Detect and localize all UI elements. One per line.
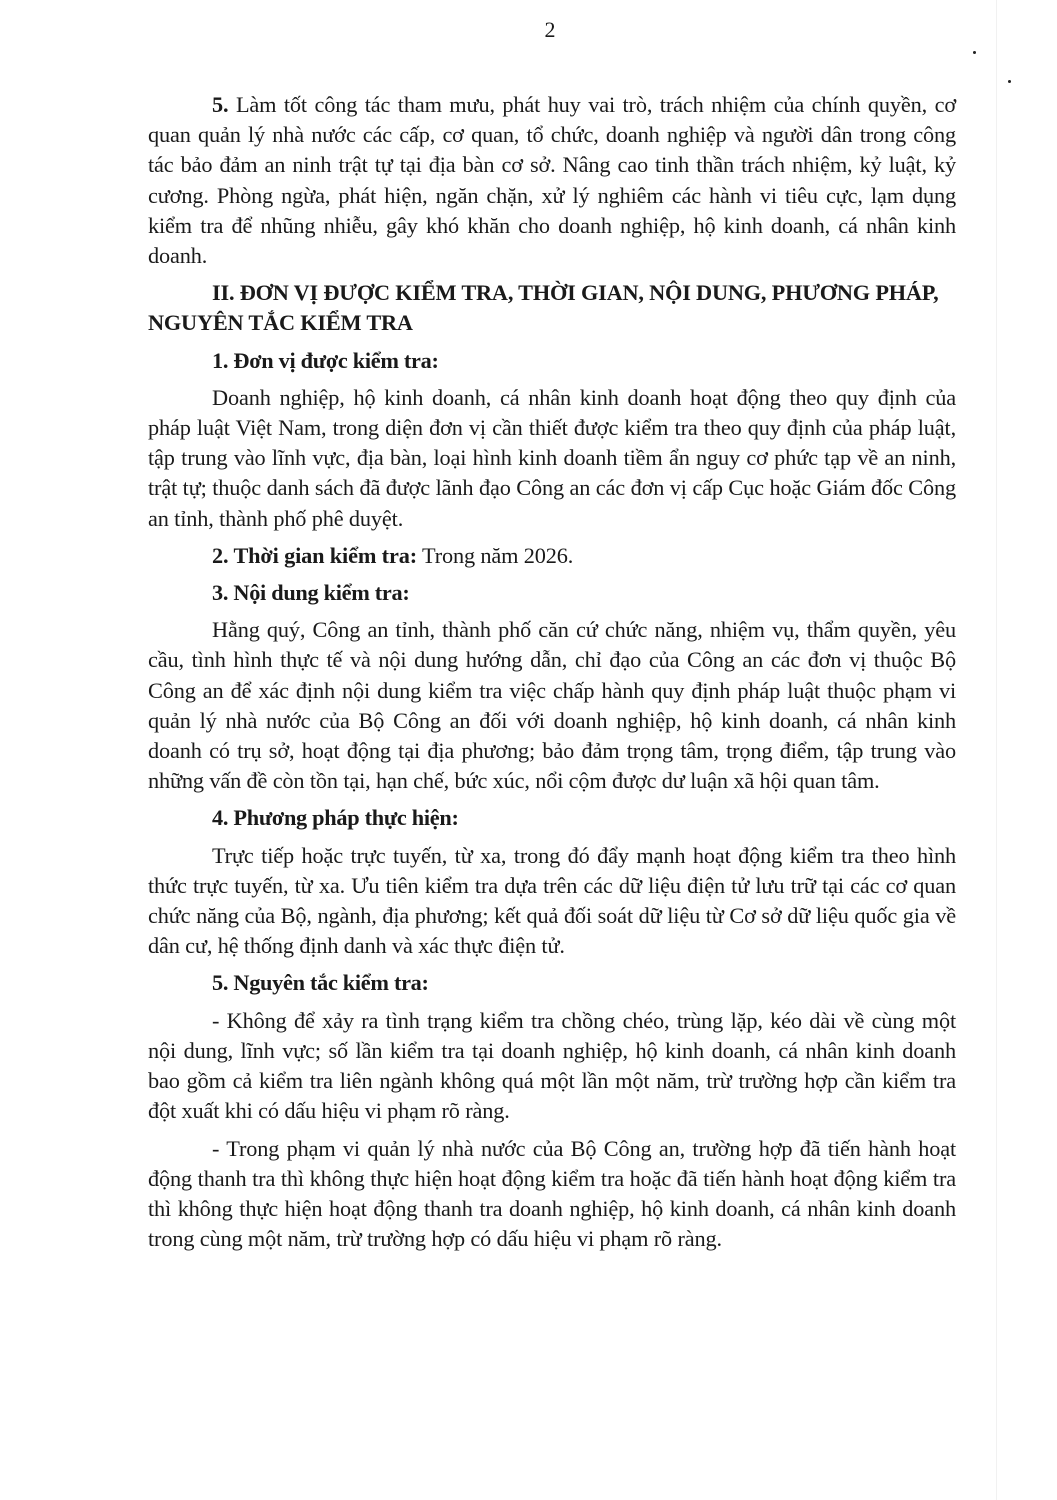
sub-5-heading: 5. Nguyên tắc kiểm tra: <box>212 970 429 996</box>
item-5-text: Làm tốt công tác tham mưu, phát huy vai trò, trách nhiệm của chính quyền, cơ quan quản lý nhà nước các cấp, cơ quan, tổ chức, doanh nghiệp và người dân trong công tác bảo đảm an ninh trật tự tại địa bàn cơ sở. Nâng cao tinh thần trách nhiệm, kỷ luật, kỷ cương. Phòng ngừa, phát hiện, ngăn chặn, xử lý nghiêm các hành vi tiêu cực, lạm dụng kiểm tra để nhũng nhiễu, gây khó khăn cho doanh nghiệp, hộ kinh doanh, cá nhân kinh doanh. <box>148 92 956 269</box>
item-5-number: 5. <box>212 92 229 117</box>
sub-2-text: Trong năm 2026. <box>416 542 574 568</box>
sub-2-heading: 2. Thời gian kiểm tra: <box>212 542 417 568</box>
section-2-title: II. ĐƠN VỊ ĐƯỢC KIỂM TRA, THỜI GIAN, NỘI DUNG, PHƯƠNG PHÁP, NGUYÊN TẮC KIỂM TRA <box>148 280 939 336</box>
document-body <box>148 90 956 1261</box>
sub-5-bullet: - Không để xảy ra tình trạng kiểm tra chồng chéo, trùng lặp, kéo dài về cùng một nội dung, lĩnh vực; số lần kiểm tra tại doanh nghiệp, hộ kinh doanh, cá nhân kinh doanh bao gồm cả kiểm tra liên ngành không quá một lần một năm, trừ trường hợp cần kiểm tra đột xuất khi có dấu hiệu vi phạm rõ ràng. <box>148 1007 956 1124</box>
sub-1-paragraph: Doanh nghiệp, hộ kinh doanh, cá nhân kinh doanh hoạt động theo quy định của pháp luật Việt Nam, trong diện đơn vị cần thiết được kiểm tra theo quy định của pháp luật, tập trung vào lĩnh vực, địa bàn, loại hình kinh doanh tiềm ẩn nguy cơ phức tạp về an ninh, trật tự; thuộc danh sách đã được lãnh đạo Công an các đơn vị cấp Cục hoặc Giám đốc Công an tỉnh, thành phố phê duyệt. <box>148 384 956 531</box>
item-5-paragraph <box>148 90 956 271</box>
sub-1-heading: 1. Đơn vị được kiểm tra: <box>212 347 439 373</box>
sub-4-heading: 4. Phương pháp thực hiện: <box>212 805 459 831</box>
scan-edge-line <box>996 0 997 1500</box>
sub-2-paragraph <box>148 541 956 571</box>
sub-5-bullet: - Trong phạm vi quản lý nhà nước của Bộ Công an, trường hợp đã tiến hành hoạt động thanh tra thì không thực hiện hoạt động kiểm tra hoặc đã tiến hành hoạt động kiểm tra thì không thực hiện hoạt động thanh tra doanh nghiệp, hộ kinh doanh, cá nhân kinh doanh trong cùng một năm, trừ trường hợp có dấu hiệu vi phạm rõ ràng. <box>148 1135 956 1252</box>
scan-artifact-dot <box>1008 80 1011 83</box>
sub-3-heading: 3. Nội dung kiểm tra: <box>212 580 410 606</box>
page-number: 2 <box>544 17 556 42</box>
sub-3-paragraph: Hằng quý, Công an tỉnh, thành phố căn cứ chức năng, nhiệm vụ, thẩm quyền, yêu cầu, tình hình thực tế và nội dung hướng dẫn, chỉ đạo của Công an các đơn vị thuộc Bộ Công an để xác định nội dung kiểm tra việc chấp hành quy định pháp luật thuộc phạm vi quản lý nhà nước của Bộ Công an đối với doanh nghiệp, hộ kinh doanh, cá nhân kinh doanh có trụ sở, hoạt động tại địa phương; bảo đảm trọng tâm, trọng điểm, tập trung vào những vấn đề còn tồn tại, hạn chế, bức xúc, nổi cộm được dư luận xã hội quan tâm. <box>148 617 956 794</box>
scan-artifact-dot <box>973 51 976 54</box>
sub-4-paragraph: Trực tiếp hoặc trực tuyến, từ xa, trong đó đẩy mạnh hoạt động kiểm tra theo hình thức trực tuyến, từ xa. Ưu tiên kiểm tra dựa trên các dữ liệu điện tử lưu trữ tại các cơ quan chức năng của Bộ, ngành, địa phương; kết quả đối soát dữ liệu từ Cơ sở dữ liệu quốc gia về dân cư, hệ thống định danh và xác thực điện tử. <box>148 842 956 959</box>
